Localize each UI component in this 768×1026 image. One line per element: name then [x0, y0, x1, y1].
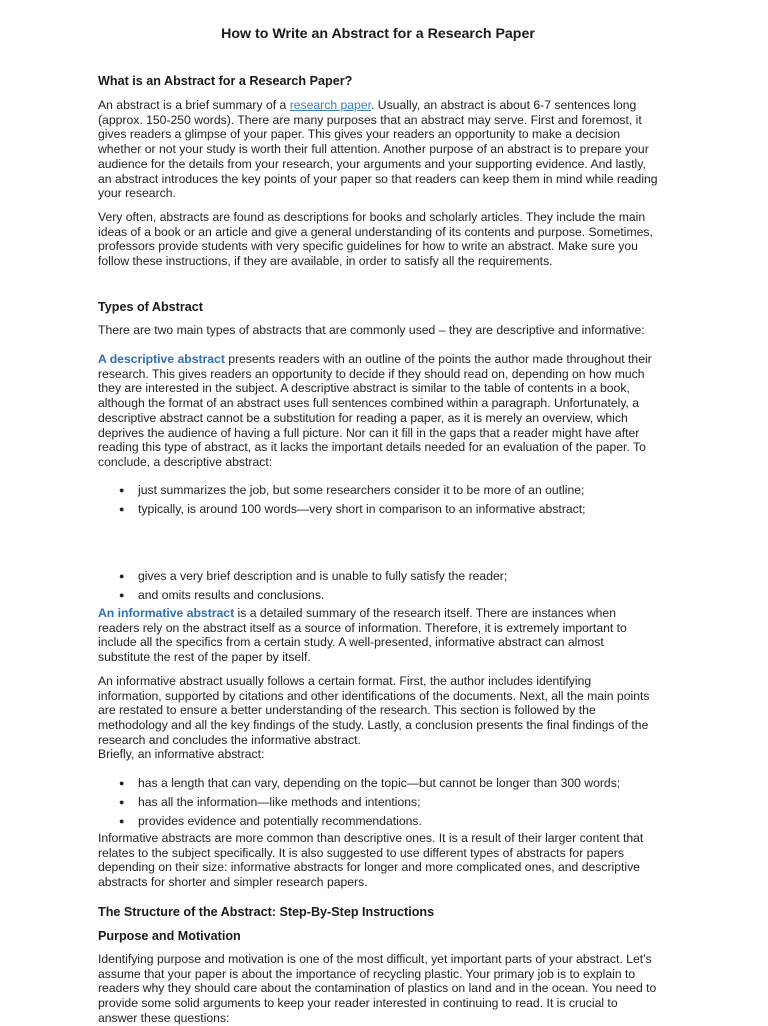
- list-item-text: typically, is around 100 words—very short in comparison to an informative abstract;: [138, 502, 586, 516]
- list-item: [98, 776, 658, 795]
- descriptive-bullet-list-b: [98, 569, 658, 607]
- paragraph-abstract-definition: [98, 98, 658, 201]
- bullet-icon: ●: [119, 590, 125, 600]
- informative-abstract-term: An informative abstract: [98, 606, 235, 620]
- bullet-icon: ●: [119, 797, 125, 807]
- paragraph-purpose-motivation: Identifying purpose and motivation is one of the most difficult, yet important parts of your abstract. Let’s assume that your paper is about the importance of recycling plastic. Your primary job is to explain to readers why they should care about the contamination of plastics on land and in the ocean. You need to provide some solid arguments to keep your reader interested in continuing to read. It is crucial to answer these questions:: [98, 952, 657, 1025]
- list-item-text: provides evidence and potentially recommendations.: [138, 814, 422, 828]
- paragraph-informative-closing: Informative abstracts are more common than descriptive ones. It is a result of their larger content that relates to the subject specifically. It is also suggested to use different types of abstracts for papers depending on their size: informative abstracts for longer and more complicated ones, and descriptive abstracts for shorter and simpler research papers.: [98, 831, 644, 890]
- paragraph-informative-format: An informative abstract usually follows a certain format. First, the author includes identifying information, supported by citations and other identifications of the documents. Next, all the main points are restated to ensure a better understanding of the research. This section is followed by the methodology and all the key findings of the study. Lastly, a conclusion presents the final findings of the research and concludes the informative abstract.: [98, 674, 650, 747]
- text-run: An abstract is a brief summary of a: [98, 98, 290, 112]
- list-item-text: has all the information—like methods and intentions;: [138, 795, 421, 809]
- bullet-icon: ●: [119, 816, 125, 826]
- research-paper-link[interactable]: research paper: [289, 98, 371, 112]
- paragraph-informative-abstract: [98, 606, 658, 665]
- bullet-icon: ●: [119, 571, 125, 581]
- paragraph-informative-briefly: Briefly, an informative abstract:: [98, 747, 265, 761]
- text-run: . Usually, an abstract is about 6-7 sentences long (approx. 150-250 words). There are many purposes that an abstract may serve. First and foremost, it gives readers a glimpse of your paper. This gives your readers an opportunity to make a decision whether or not your study is worth their full attention. Another purpose of an abstract is to prepare your audience for the details from your research, your arguments and your supporting evidence. And lastly, an abstract introduces the key points of your paper so that readers can keep them in mind while reading your research.: [98, 98, 658, 201]
- list-item: [98, 502, 658, 521]
- heading-structure-of-abstract: The Structure of the Abstract: Step-By-Step Instructions: [98, 905, 435, 919]
- list-item: [98, 588, 658, 607]
- list-item-text: and omits results and conclusions.: [138, 588, 325, 602]
- descriptive-bullet-list-a: [98, 483, 658, 521]
- text-run: presents readers with an outline of the points the author made throughout their research. This gives readers an opportunity to decide if they should read on, depending on how much they are interested in the subject. A descriptive abstract is similar to the table of contents in a book, although the format of an abstract uses full sentences combined within a paragraph. Unfortunately, a descriptive abstract cannot be a substitution for reading a paper, as it is merely an overview, which deprives the audience of having a full picture. Nor can it fill in the gaps that a reader might have after reading this type of abstract, as it lacks the important details needed for an evaluation of the paper. To conclude, a descriptive abstract:: [98, 352, 652, 469]
- list-item: [98, 795, 658, 814]
- heading-purpose-and-motivation: Purpose and Motivation: [98, 929, 241, 943]
- list-item-text: has a length that can vary, depending on the topic—but cannot be longer than 300 words;: [138, 776, 621, 790]
- descriptive-abstract-term: A descriptive abstract: [98, 352, 225, 366]
- document-title: How to Write an Abstract for a Research Paper: [221, 26, 535, 42]
- list-item: [98, 569, 658, 588]
- bullet-icon: ●: [119, 778, 125, 788]
- paragraph-abstract-uses: Very often, abstracts are found as descriptions for books and scholarly articles. They include the main ideas of a book or an article and give a general understanding of its contents and purpose. Sometimes, professors provide students with very specific guidelines for how to write an abstract. Make sure you follow these instructions, if they are available, in order to satisfy all the requirements.: [98, 210, 653, 269]
- bullet-icon: ●: [119, 485, 125, 495]
- list-item: [98, 483, 658, 502]
- bullet-icon: ●: [119, 504, 125, 514]
- paragraph-descriptive-abstract: [98, 352, 658, 470]
- list-item-text: gives a very brief description and is unable to fully satisfy the reader;: [138, 569, 508, 583]
- heading-types-of-abstract: Types of Abstract: [98, 300, 203, 314]
- list-item-text: just summarizes the job, but some researchers consider it to be more of an outline;: [138, 483, 585, 497]
- heading-what-is-abstract: What is an Abstract for a Research Paper?: [98, 74, 353, 88]
- informative-bullet-list: [98, 776, 658, 833]
- paragraph-types-intro: There are two main types of abstracts that are commonly used – they are descriptive and informative:: [98, 323, 645, 337]
- text-run: is a detailed summary of the research itself. There are instances when readers rely on the abstract itself as a source of information. Therefore, it is extremely important to include all the specifics from a certain study. A well-presented, informative abstract can almost substitute the rest of the paper by itself.: [98, 606, 627, 665]
